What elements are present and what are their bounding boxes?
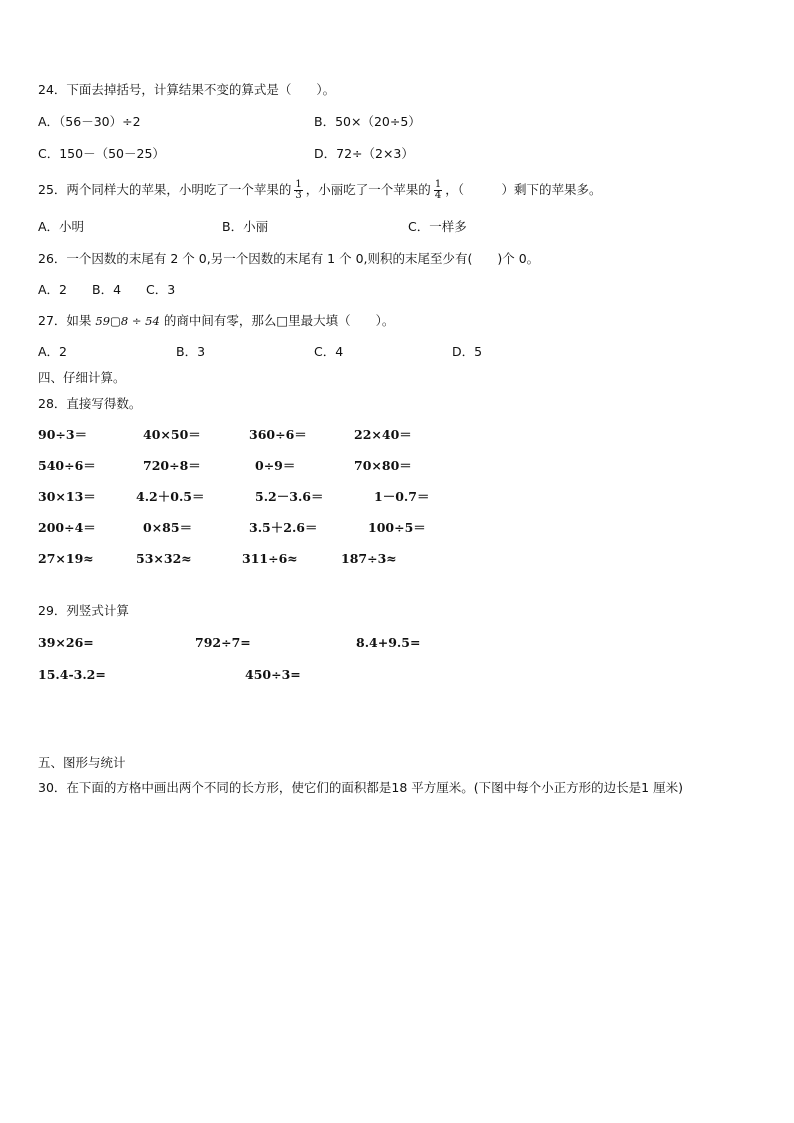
q29-item: 8.4+9.5= [356,635,421,650]
q28-item: 90÷3＝ [38,427,88,442]
q30-stem: 30．在下面的方格中画出两个不同的长方形，使它们的面积都是18 平方厘米。(下图中每个小正方形的边长是1 厘米) [38,780,683,795]
fraction-one-third [294,180,302,201]
q28-item: 70×80＝ [354,458,412,473]
fraction-denominator: 3 [295,190,302,201]
q29-stem: 29．列竖式计算 [38,603,129,618]
q24-option-d: D．72÷（2×3） [314,146,414,161]
q25-stem-part3: ，（ ）剩下的苹果多。 [445,182,602,197]
section-4-heading: 四、仔细计算。 [38,370,126,385]
fraction-numerator: 1 [434,179,442,190]
q28-item: 30×13＝ [38,489,96,504]
q28-item: 5.2－3.6＝ [255,489,324,504]
q25-option-b: B．小丽 [222,219,269,234]
q25-stem-part1: 25．两个同样大的苹果，小明吃了一个苹果的 [38,182,292,197]
q28-item: 40×50＝ [143,427,201,442]
fraction-denominator: 4 [434,190,442,201]
q27-option-d: D．5 [452,344,483,359]
q28-item: 22×40＝ [354,427,412,442]
q27-stem-part1: 27．如果 [38,313,92,328]
q25-stem [38,180,601,201]
q28-item: 27×19≈ [38,551,94,566]
q29-item: 450÷3= [245,667,301,682]
q27-option-a: A．2 [38,344,68,359]
q28-item: 1－0.7＝ [374,489,430,504]
q27-expression: 59▢8 ÷ 54 [95,314,160,328]
q27-option-c: C．4 [314,344,344,359]
q24-option-a: A．（56－30）÷2 [38,114,141,129]
q28-item: 360÷6＝ [249,427,307,442]
section-5-heading: 五、图形与统计 [38,755,126,770]
q28-item: 187÷3≈ [341,551,397,566]
q25-option-a: A．小明 [38,219,85,234]
q28-item: 200÷4＝ [38,520,96,535]
q28-item: 540÷6＝ [38,458,96,473]
q24-option-c: C．150－（50－25） [38,146,165,161]
q29-item: 39×26= [38,635,94,650]
q28-item: 0×85＝ [143,520,193,535]
fraction-one-quarter [434,180,442,201]
q28-item: 4.2＋0.5＝ [136,489,205,504]
q24-option-b: B．50×（20÷5） [314,114,421,129]
q28-item: 720÷8＝ [143,458,201,473]
q26-stem: 26．一个因数的末尾有 2 个 0,另一个因数的末尾有 1 个 0,则积的末尾至少有( )个 0。 [38,251,540,266]
q29-item: 792÷7= [195,635,251,650]
q28-stem: 28．直接写得数。 [38,396,142,411]
q25-stem-part2: ，小丽吃了一个苹果的 [305,182,431,197]
q28-item: 311÷6≈ [242,551,298,566]
q25-option-c: C．一样多 [408,219,467,234]
q27-stem-part2: 的商中间有零，那么□里最大填（ ）。 [163,313,395,328]
q27-stem [38,313,394,329]
q28-item: 53×32≈ [136,551,192,566]
q29-item: 15.4-3.2= [38,667,106,682]
fraction-numerator: 1 [295,179,302,190]
q28-item: 0÷9＝ [255,458,296,473]
q27-option-b: B．3 [176,344,206,359]
q28-item: 3.5＋2.6＝ [249,520,318,535]
q28-item: 100÷5＝ [368,520,426,535]
q24-stem: 24．下面去掉括号，计算结果不变的算式是（ ）。 [38,82,336,97]
q26-options: A．2 B．4 C．3 [38,282,176,297]
